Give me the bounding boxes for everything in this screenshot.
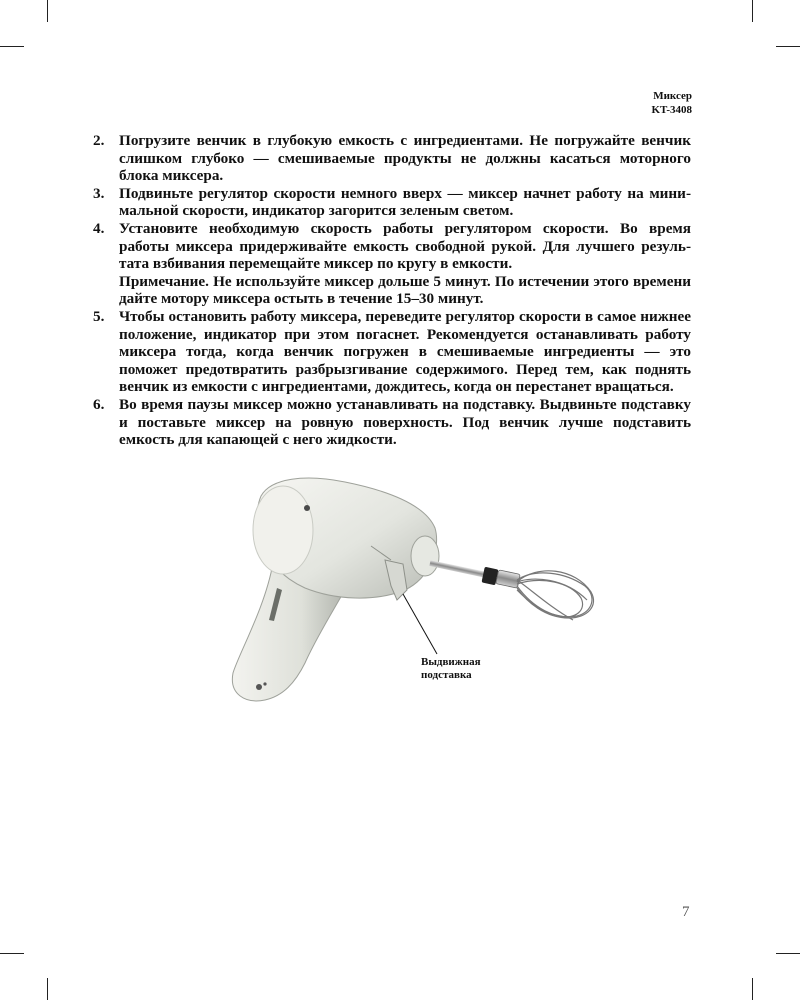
header-model: KT-3408 xyxy=(651,104,692,116)
step-number: 3. xyxy=(93,184,105,202)
note-label: Примечание. xyxy=(119,272,209,290)
step-text: Установите необходимую скорость работы регулятором скорости. Во время работы миксера придерживайте емкость свободной рукой. Для лучшего результата взбивания перемещайте миксер по кругу в емкости. xyxy=(119,219,691,273)
callout-label xyxy=(421,656,481,682)
whisk-shaft xyxy=(429,560,489,578)
crop-mark xyxy=(0,46,24,47)
header-product: Миксер xyxy=(653,90,692,102)
step-body xyxy=(119,396,691,449)
step-text: Погрузите венчик в глубокую емкость с ингредиентами. Не погружайте венчик слишком глубоко — смешиваемые продукты не должны касаться моторного блока миксера. xyxy=(119,132,691,185)
instruction-step xyxy=(93,132,691,185)
step-note xyxy=(119,273,691,308)
crop-mark xyxy=(752,978,753,1000)
instruction-list xyxy=(93,132,691,449)
crop-mark xyxy=(776,953,800,954)
step-text: Чтобы остановить работу миксера, переведите регулятор скорости в самое нижнее положение, индикатор при этом погаснет. Рекомендуется останавливать работу миксера тогда, когда венчик погружен в смешиваемые ингредиенты — это поможет предотвратить разбрызгивание содержимого. Перед тем, как поднять венчик из емкости с ингредиентами, дождитесь, когда он перестанет вращаться. xyxy=(119,307,691,396)
callout-line: Выдвижная xyxy=(421,656,481,668)
callout-line: подставка xyxy=(421,669,472,681)
mixer-illustration xyxy=(225,468,605,718)
running-header xyxy=(651,89,692,117)
crop-mark xyxy=(776,46,800,47)
whisk-wires xyxy=(517,571,594,620)
step-text: Во время паузы миксер можно устанавливать на подставку. Выдвиньте подставку и поставьте миксер на ровную поверхность. Под венчик лучше подставить емкость для капающей с него жидкости. xyxy=(119,395,691,449)
crop-mark xyxy=(47,978,48,1000)
instruction-step xyxy=(93,185,691,220)
callout-leader xyxy=(403,594,437,654)
step-number: 4. xyxy=(93,219,105,237)
mixer-figure xyxy=(225,468,605,718)
instruction-step xyxy=(93,396,691,449)
step-body xyxy=(119,220,691,308)
crop-mark xyxy=(752,0,753,22)
page-number: 7 xyxy=(682,904,690,920)
step-text: Подвиньте регулятор скорости немного вверх — миксер начнет работу на минимальной скорости, индикатор загорится зеленым светом. xyxy=(119,184,691,220)
note-text: Не используйте миксер дольше 5 минут. По истечении этого времени дайте мотору миксера остыть в течение 15–30 минут. xyxy=(119,272,692,308)
crop-mark xyxy=(47,0,48,22)
step-number: 6. xyxy=(93,395,105,413)
instruction-step xyxy=(93,220,691,308)
indicator-light xyxy=(304,505,310,511)
step-body xyxy=(119,132,691,185)
step-body xyxy=(119,185,691,220)
step-number: 5. xyxy=(93,307,105,325)
handle-hole xyxy=(256,684,262,690)
step-number: 2. xyxy=(93,132,105,149)
instruction-step xyxy=(93,308,691,396)
crop-mark xyxy=(0,953,24,954)
step-body xyxy=(119,308,691,396)
body-front-face xyxy=(253,486,313,574)
